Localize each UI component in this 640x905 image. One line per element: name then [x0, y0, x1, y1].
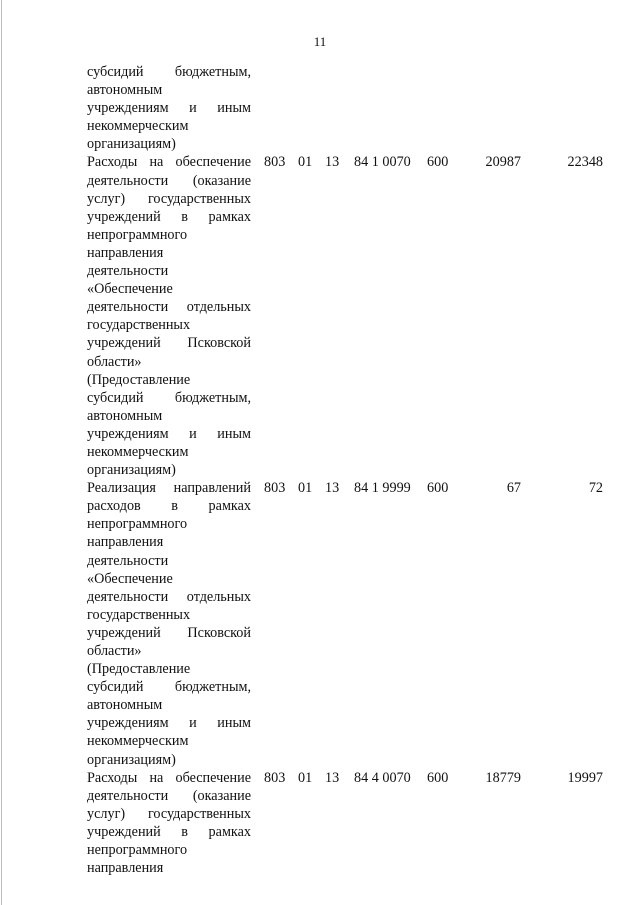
description-line — [87, 353, 251, 371]
amount-year-2: 19997 — [567, 769, 603, 786]
description-word: (оказание — [192, 172, 251, 189]
description-word: автономным — [87, 82, 163, 99]
description-word: и — [189, 425, 197, 442]
expense-type-code: 600 — [427, 480, 449, 497]
description-word: «Обеспечение — [87, 570, 173, 587]
description-line — [87, 371, 251, 389]
table-row — [0, 769, 640, 878]
description-word: и — [189, 100, 197, 117]
description-line — [87, 606, 251, 624]
ministry-code: 803 — [264, 154, 286, 171]
description-word: учреждениям — [87, 425, 169, 442]
expense-description — [87, 153, 251, 479]
description-word: «Обеспечение — [87, 281, 173, 298]
description-line — [87, 334, 251, 352]
description-word: направлений — [173, 480, 251, 497]
description-word: направления — [87, 534, 164, 551]
budget-table — [0, 63, 640, 877]
description-word: на — [149, 154, 164, 171]
description-word: деятельности — [87, 263, 169, 280]
description-line — [87, 751, 251, 769]
description-line — [87, 153, 251, 171]
description-line — [87, 515, 251, 533]
description-word: Реализация — [87, 480, 156, 497]
description-word: рамках — [208, 498, 251, 515]
description-word: (оказание — [192, 787, 251, 804]
description-word: деятельности — [87, 787, 169, 804]
table-row — [0, 479, 640, 769]
description-line — [87, 425, 251, 443]
description-line — [87, 732, 251, 750]
description-word: некоммерческим — [87, 733, 189, 750]
description-word: бюджетным, — [174, 389, 251, 406]
target-article-code: 84 1 9999 — [354, 480, 411, 497]
section-code: 01 — [298, 769, 313, 786]
description-line — [87, 570, 251, 588]
expense-description — [87, 769, 251, 878]
amount-year-1: 18779 — [485, 769, 521, 786]
description-line — [87, 624, 251, 642]
amount-year-1: 20987 — [485, 154, 521, 171]
description-line — [87, 407, 251, 425]
expense-type-code: 600 — [427, 154, 449, 171]
description-line — [87, 696, 251, 714]
table-row — [0, 153, 640, 479]
description-line — [87, 190, 251, 208]
description-word: автономным — [87, 697, 163, 714]
subsection-code: 13 — [325, 769, 340, 786]
description-line — [87, 823, 251, 841]
description-word: организациям) — [87, 751, 176, 768]
description-word: непрограммного — [87, 226, 188, 243]
description-line — [87, 678, 251, 696]
description-word: иным — [217, 100, 251, 117]
description-word: субсидий — [87, 64, 144, 80]
amount-year-1: 67 — [506, 480, 521, 497]
amount-year-2: 22348 — [567, 154, 603, 171]
subsection-code: 13 — [325, 480, 340, 497]
description-word: Расходы — [87, 154, 138, 171]
description-line — [87, 172, 251, 190]
description-word: автономным — [87, 407, 163, 424]
table-row — [0, 63, 640, 153]
description-word: непрограммного — [87, 516, 188, 533]
description-word: непрограммного — [87, 842, 188, 859]
description-word: услуг) — [87, 805, 126, 822]
description-line — [87, 316, 251, 334]
description-word: субсидий — [87, 389, 144, 406]
description-line — [87, 552, 251, 570]
description-word: некоммерческим — [87, 118, 189, 135]
description-word: учреждениям — [87, 715, 169, 732]
target-article-code: 84 4 0070 — [354, 769, 411, 786]
description-word: деятельности — [87, 299, 169, 316]
description-line — [87, 389, 251, 407]
description-line — [87, 63, 251, 81]
target-article-code: 84 1 0070 — [354, 154, 411, 171]
description-word: в — [181, 208, 188, 225]
description-word: деятельности — [87, 172, 169, 189]
expense-description — [87, 63, 251, 153]
description-word: области» — [87, 643, 142, 659]
description-line — [87, 497, 251, 515]
description-line — [87, 461, 251, 479]
description-line — [87, 443, 251, 461]
subsection-code: 13 — [325, 154, 340, 171]
description-line — [87, 117, 251, 135]
description-line — [87, 208, 251, 226]
description-word: государственных — [147, 805, 251, 822]
page-number: 11 — [313, 34, 327, 49]
description-word: Расходы — [87, 769, 138, 786]
description-word: учреждений — [87, 208, 161, 225]
description-word: государственных — [87, 317, 191, 334]
description-word: субсидий — [87, 679, 144, 696]
description-word: (Предоставление — [87, 661, 191, 678]
description-line — [87, 714, 251, 732]
description-word: на — [149, 769, 164, 786]
description-word: отдельных — [186, 588, 251, 605]
description-line — [87, 805, 251, 823]
description-word: деятельности — [87, 552, 169, 569]
description-word: обеспечение — [175, 154, 251, 171]
description-line — [87, 841, 251, 859]
description-word: услуг) — [87, 190, 126, 207]
description-word: отдельных — [186, 299, 251, 316]
description-line — [87, 226, 251, 244]
description-word: и — [189, 715, 197, 732]
description-word: деятельности — [87, 588, 169, 605]
description-word: государственных — [147, 190, 251, 207]
description-line — [87, 135, 251, 153]
description-word: области» — [87, 353, 142, 370]
description-word: учреждений — [87, 335, 161, 352]
description-word: направления — [87, 244, 164, 261]
description-word: рамках — [208, 208, 251, 225]
description-word: иным — [217, 715, 251, 732]
description-word: в — [181, 823, 188, 840]
description-word: государственных — [87, 606, 191, 623]
description-line — [87, 479, 251, 497]
description-line — [87, 660, 251, 678]
description-word: иным — [217, 425, 251, 442]
description-line — [87, 769, 251, 787]
description-word: обеспечение — [175, 769, 251, 786]
description-word: расходов — [87, 498, 141, 515]
description-line — [87, 642, 251, 660]
description-word: учреждений — [87, 823, 161, 840]
description-line — [87, 280, 251, 298]
description-line — [87, 81, 251, 99]
description-word: (Предоставление — [87, 371, 191, 388]
description-line — [87, 859, 251, 877]
section-code: 01 — [298, 480, 313, 497]
description-word: учреждений — [87, 624, 161, 641]
description-line — [87, 787, 251, 805]
description-line — [87, 262, 251, 280]
section-code: 01 — [298, 154, 313, 171]
description-word: рамках — [208, 823, 251, 840]
expense-description — [87, 479, 251, 769]
expense-type-code: 600 — [427, 769, 449, 786]
description-word: Псковской — [187, 624, 251, 641]
description-line — [87, 244, 251, 262]
description-word: организациям) — [87, 462, 176, 479]
ministry-code: 803 — [264, 769, 286, 786]
description-word: бюджетным, — [174, 679, 251, 696]
description-word: направления — [87, 860, 164, 877]
description-word: организациям) — [87, 136, 176, 153]
amount-year-2: 72 — [588, 480, 603, 497]
description-line — [87, 298, 251, 316]
description-word: бюджетным, — [174, 64, 251, 80]
description-line — [87, 533, 251, 551]
ministry-code: 803 — [264, 480, 286, 497]
description-word: Псковской — [187, 335, 251, 352]
description-word: учреждениям — [87, 100, 169, 117]
description-line — [87, 588, 251, 606]
description-line — [87, 99, 251, 117]
description-word: некоммерческим — [87, 443, 189, 460]
description-word: в — [171, 498, 178, 515]
